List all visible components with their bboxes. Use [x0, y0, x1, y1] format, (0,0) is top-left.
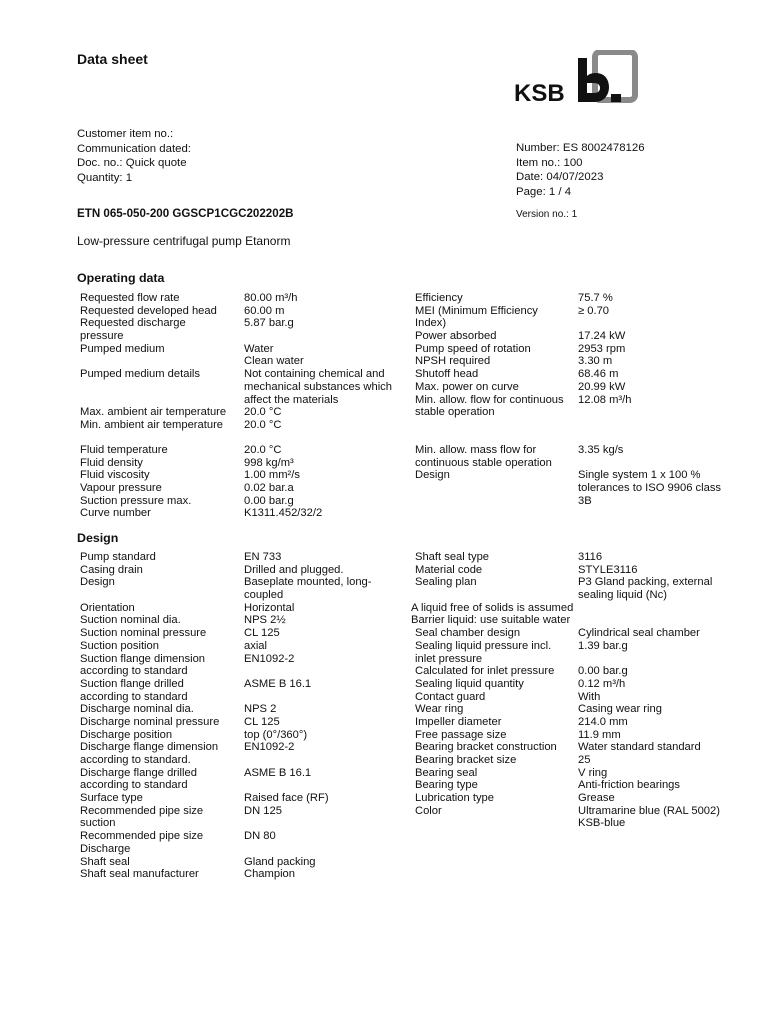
row-label: Pump standard: [80, 551, 156, 563]
row-value: top (0°/360°): [244, 728, 308, 741]
row-label: Min. ambient air temperature: [80, 418, 224, 431]
row-value-right: 12.08 m³/h: [578, 393, 632, 406]
row-label-right: Material code: [415, 563, 483, 576]
row-label: Recommended pipe size: [80, 830, 204, 843]
row-label-right: Min. allow. flow for continuous: [415, 393, 564, 406]
row-value-right: Single system 1 x 100 %: [578, 469, 701, 482]
row-label-right: Lubrication type: [415, 792, 494, 805]
row-value-right: 11.9 mm: [578, 728, 621, 741]
row-label: according to standard: [80, 665, 188, 678]
row-label: Shaft seal manufacturer: [80, 868, 199, 881]
row-value-right: 2953 rpm: [578, 342, 626, 355]
row-label-right: Bearing bracket size: [415, 754, 517, 766]
row-label-right: Bearing bracket construction: [415, 741, 557, 754]
row-value: 0.00 bar.g: [244, 494, 294, 507]
row-value: Champion: [244, 868, 295, 881]
row-value: Gland packing: [244, 855, 316, 868]
row-label-right: Pump speed of rotation: [415, 342, 531, 355]
row-value: NPS 2½: [244, 614, 286, 627]
row-label: Max. ambient air temperature: [80, 406, 227, 419]
row-value: 20.0 °C: [244, 444, 282, 456]
row-label-right: Bearing seal: [415, 766, 478, 779]
row-label-right: Impeller diameter: [415, 715, 502, 728]
row-label: Curve number: [80, 507, 151, 520]
row-value: 20.0 °C: [244, 418, 282, 431]
row-value-right: 3B: [578, 494, 592, 507]
row-label-right: Design: [415, 469, 450, 482]
row-label: Discharge: [80, 842, 131, 855]
row-value: Drilled and plugged.: [244, 563, 344, 576]
row-label: Suction nominal pressure: [80, 627, 207, 640]
row-value-right: 214.0 mm: [578, 715, 628, 728]
row-label-right: Sealing plan: [415, 576, 477, 589]
row-value: CL 125: [244, 715, 280, 728]
row-value: Baseplate mounted, long-: [244, 576, 372, 589]
row-label: according to standard.: [80, 754, 191, 766]
row-label-right: MEI (Minimum Efficiency: [415, 304, 538, 317]
row-label-right: stable operation: [415, 406, 495, 419]
row-label: Design: [80, 576, 115, 589]
row-label: Suction flange drilled: [80, 677, 184, 690]
row-label-right: Min. allow. mass flow for: [415, 444, 537, 456]
row-label: Shaft seal: [80, 855, 130, 868]
row-label: Orientation: [80, 601, 135, 614]
quantity: Quantity: 1: [77, 171, 133, 184]
row-value: Horizontal: [244, 601, 295, 614]
row-value-right: Ultramarine blue (RAL 5002): [578, 804, 720, 817]
document-date: Date: 04/07/2023: [516, 171, 604, 184]
row-value: mechanical substances which: [244, 380, 392, 393]
row-value-right: Anti-friction bearings: [578, 779, 680, 792]
product-name: Low-pressure centrifugal pump Etanorm: [77, 234, 291, 248]
row-label: Casing drain: [80, 563, 143, 576]
row-label: Requested developed head: [80, 304, 217, 317]
row-value-right: KSB-blue: [578, 817, 626, 830]
version-number: Version no.: 1: [516, 209, 578, 220]
row-label: suction: [80, 817, 116, 830]
row-label: pressure: [80, 330, 124, 343]
row-value-right: Grease: [578, 792, 615, 805]
row-label: Vapour pressure: [80, 482, 162, 495]
header-right-block: [516, 141, 645, 199]
row-value-right: Cylindrical seal chamber: [578, 627, 700, 640]
row-label-right: Seal chamber design: [415, 627, 521, 640]
row-value: 60.00 m: [244, 304, 285, 317]
row-value-right: 25: [578, 754, 591, 766]
row-label-right: Calculated for inlet pressure: [415, 665, 555, 678]
row-label: Fluid density: [80, 456, 143, 469]
row-value-right: With: [578, 690, 601, 703]
row-label: Suction pressure max.: [80, 494, 192, 507]
row-value-right: ≥ 0.70: [578, 304, 610, 317]
row-value-right: sealing liquid (Nc): [578, 589, 667, 602]
row-value-right: 75.7 %: [578, 292, 613, 304]
doc-no: Doc. no.: Quick quote: [77, 157, 187, 170]
row-value-right: Casing wear ring: [578, 703, 662, 716]
row-value-right: 68.46 m: [578, 368, 619, 381]
row-value-right: Water standard standard: [578, 741, 701, 754]
row-value-right: 3.35 kg/s: [578, 444, 624, 456]
row-label-right: NPSH required: [415, 355, 491, 368]
product-code: ETN 065-050-200 GGSCP1CGC202202B: [77, 207, 294, 220]
row-value-right: P3 Gland packing, external: [578, 576, 713, 589]
row-value: DN 125: [244, 804, 282, 817]
row-value: 5.87 bar.g: [244, 317, 294, 330]
row-label: Fluid temperature: [80, 444, 168, 456]
row-value: DN 80: [244, 830, 276, 843]
row-label: Discharge flange dimension: [80, 741, 219, 754]
customer-item-no: Customer item no.:: [77, 128, 174, 140]
row-label: Suction position: [80, 639, 159, 652]
row-value: Not containing chemical and: [244, 368, 385, 381]
page-number: Page: 1 / 4: [516, 185, 572, 198]
row-label: Surface type: [80, 792, 143, 805]
row-label: Suction flange dimension: [80, 652, 206, 665]
row-label-right: Index): [415, 317, 447, 330]
row-label-right: Wear ring: [415, 703, 464, 716]
header-left-block: [77, 127, 191, 185]
row-label: Pumped medium: [80, 342, 165, 355]
row-label: Discharge nominal pressure: [80, 715, 220, 728]
ksb-logo-text: KSB: [514, 80, 565, 104]
row-value-right: tolerances to ISO 9906 class: [578, 482, 722, 495]
row-value: CL 125: [244, 627, 280, 640]
row-label: Pumped medium details: [80, 368, 201, 381]
row-label-right: inlet pressure: [415, 652, 483, 665]
row-label: Requested flow rate: [80, 292, 180, 304]
row-label-right: Shaft seal type: [415, 551, 490, 563]
ksb-b-logo-icon: [514, 50, 640, 104]
row-value-right: 0.00 bar.g: [578, 665, 628, 678]
row-value: ASME B 16.1: [244, 766, 312, 779]
row-label-right: Barrier liquid: use suitable water: [411, 614, 571, 627]
row-label-right: Shutoff head: [415, 368, 479, 381]
row-label-right: Efficiency: [415, 292, 463, 304]
row-label: Fluid viscosity: [80, 469, 150, 482]
row-label-right: Bearing type: [415, 779, 478, 792]
row-value: K1311.452/32/2: [244, 507, 323, 520]
row-value-right: 0.12 m³/h: [578, 677, 626, 690]
row-label: according to standard: [80, 779, 188, 792]
row-label-right: continuous stable operation: [415, 456, 552, 469]
row-label-right: Free passage size: [415, 728, 507, 741]
row-label-right: Sealing liquid pressure incl.: [415, 639, 552, 652]
row-value: Raised face (RF): [244, 792, 329, 805]
row-label-right: Sealing liquid quantity: [415, 677, 524, 690]
row-value-right: 17.24 kW: [578, 330, 626, 343]
row-label: Discharge position: [80, 728, 173, 741]
row-value: affect the materials: [244, 393, 339, 406]
row-value: Clean water: [244, 355, 304, 368]
row-label-right: Color: [415, 804, 442, 817]
row-label: Discharge nominal dia.: [80, 703, 194, 716]
row-value: EN1092-2: [244, 652, 295, 665]
row-label: Discharge flange drilled: [80, 766, 197, 779]
row-value: 1.00 mm²/s: [244, 469, 300, 482]
row-value-right: 20.99 kW: [578, 380, 626, 393]
row-value: EN1092-2: [244, 741, 295, 754]
row-label: Requested discharge: [80, 317, 186, 330]
row-value: axial: [244, 639, 268, 652]
row-label: according to standard: [80, 690, 188, 703]
row-value: Water: [244, 342, 274, 355]
row-value: NPS 2: [244, 703, 277, 716]
row-value: 0.02 bar.a: [244, 482, 294, 495]
row-value-right: 3116: [578, 551, 603, 563]
row-value: 998 kg/m³: [244, 456, 294, 469]
document-number: Number: ES 8002478126: [516, 142, 645, 154]
row-label: Suction nominal dia.: [80, 614, 181, 627]
row-value-right: STYLE3116: [578, 563, 638, 576]
row-value: 80.00 m³/h: [244, 292, 298, 304]
item-no: Item no.: 100: [516, 156, 583, 169]
row-value: ASME B 16.1: [244, 677, 312, 690]
row-label-right: Contact guard: [415, 690, 486, 703]
design-heading: Design: [77, 531, 119, 545]
row-value: coupled: [244, 589, 284, 602]
row-label-right: Max. power on curve: [415, 380, 519, 393]
ksb-logo: [514, 50, 640, 104]
row-value-right: 3.30 m: [578, 355, 613, 368]
row-label: Recommended pipe size: [80, 804, 204, 817]
row-label-right: Power absorbed: [415, 330, 497, 343]
row-value-right: V ring: [578, 766, 608, 779]
document-title: Data sheet: [77, 51, 148, 67]
row-value: 20.0 °C: [244, 406, 282, 419]
row-value-right: 1.39 bar.g: [578, 639, 628, 652]
communication-dated: Communication dated:: [77, 142, 191, 155]
row-value: EN 733: [244, 551, 282, 563]
operating-data-heading: Operating data: [77, 271, 165, 285]
row-label-right: A liquid free of solids is assumed: [411, 601, 574, 614]
